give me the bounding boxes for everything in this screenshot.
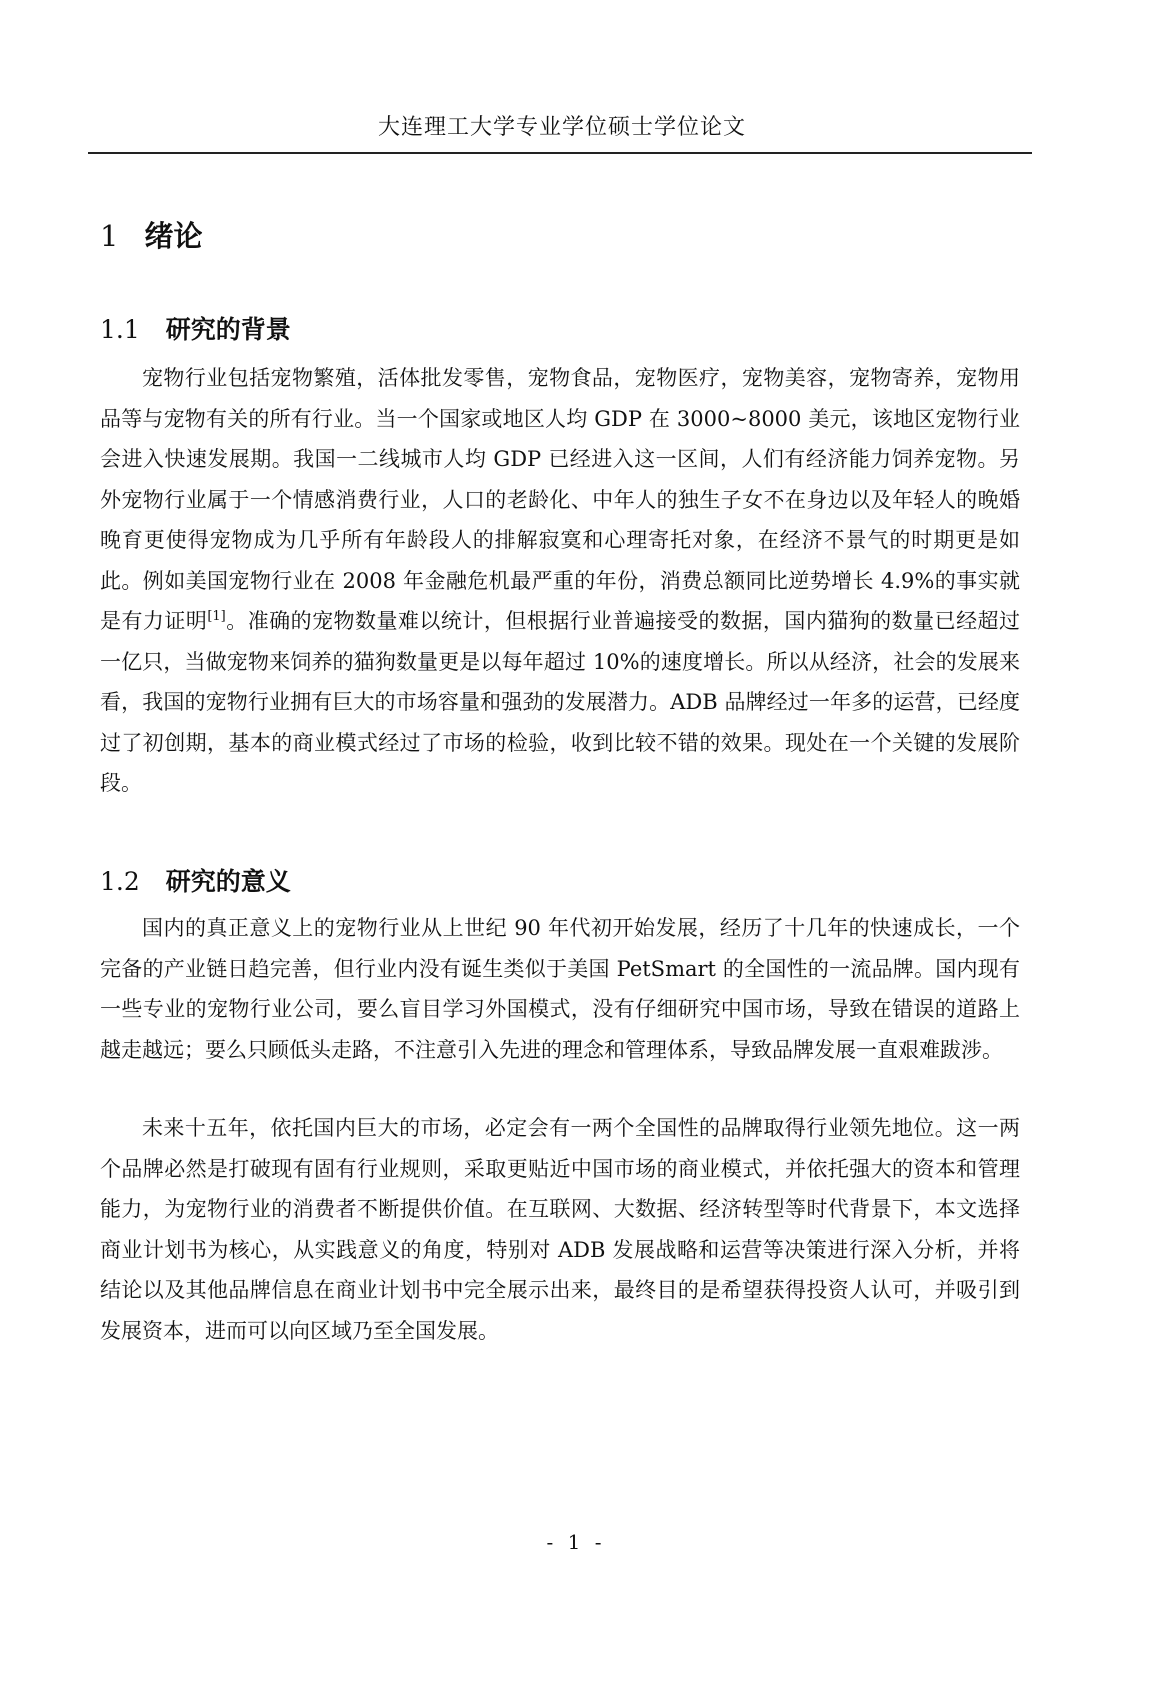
section-heading-1-1 [100, 310, 291, 346]
paragraph-significance-2: 未来十五年，依托国内巨大的市场，必定会有一两个全国性的品牌取得行业领先地位。这一两个品牌必然是打破现有固有行业规则，采取更贴近中国市场的商业模式，并依托强大的资本和管理能力，为宠物行业的消费者不断提供价值。在互联网、大数据、经济转型等时代背景下，本文选择商业计划书为核心，从实践意义的角度，特别对 ADB 发展战略和运营等决策进行深入分析，并将结论以及其他品牌信息在商业计划书中完全展示出来，最终目的是希望获得投资人认可，并吸引到发展资本，进而可以向区域乃至全国发展。 [100, 1116, 1020, 1343]
section-title: 研究的背景 [165, 315, 291, 344]
chapter-heading [100, 214, 202, 255]
paragraph-text: 。准确的宠物数量难以统计，但根据行业普遍接受的数据，国内猫狗的数量已经超过一亿只，当做宠物来饲养的猫狗数量更是以每年超过 10%的速度增长。所以从经济，社会的发展来看，我国的宠物行业拥有巨大的市场容量和强劲的发展潜力。ADB 品牌经过一年多的运营，已经度过了初创期，基本的商业模式经过了市场的检验，收到比较不错的效果。现处在一个关键的发展阶段。 [100, 609, 1021, 795]
chapter-number: 1 [100, 219, 119, 253]
paragraph-background [100, 358, 1020, 804]
header-divider [88, 152, 1032, 154]
paragraph-text: 宠物行业包括宠物繁殖，活体批发零售，宠物食品，宠物医疗，宠物美容，宠物寄养，宠物用品等与宠物有关的所有行业。当一个国家或地区人均 GDP 在 3000~8000 美元，该地区宠物行业会进入快速发展期。我国一二线城市人均 GDP 已经进入这一区间，人们有经济能力饲养宠物。另外宠物行业属于一个情感消费行业，人口的老龄化、中年人的独生子女不在身边以及年轻人的晚婚晚育更使得宠物成为几乎所有年龄段人的排解寂寞和心理寄托对象，在经济不景气的时期更是如此。例如美国宠物行业在 2008 年金融危机最严重的年份，消费总额同比逆势增长 4.9%的事实就是有力证明 [100, 366, 1020, 633]
page-number: - 1 - [546, 1530, 606, 1554]
section-heading-1-2 [100, 862, 291, 898]
section-number: 1.2 [100, 867, 140, 896]
paragraph-significance-1: 国内的真正意义上的宠物行业从上世纪 90 年代初开始发展，经历了十几年的快速成长，一个完备的产业链日趋完善，但行业内没有诞生类似于美国 PetSmart 的全国性的一流品牌。国内现有一些专业的宠物行业公司，要么盲目学习外国模式，没有仔细研究中国市场，导致在错误的道路上越走越远；要么只顾低头走路，不注意引入先进的理念和管理体系，导致品牌发展一直艰难跋涉。 [100, 916, 1020, 1062]
section-title: 研究的意义 [165, 867, 291, 896]
citation-ref-1: [1] [207, 609, 226, 624]
section-number: 1.1 [100, 315, 140, 344]
running-header: 大连理工大学专业学位硕士学位论文 [377, 115, 746, 140]
chapter-title: 绪论 [144, 219, 203, 253]
